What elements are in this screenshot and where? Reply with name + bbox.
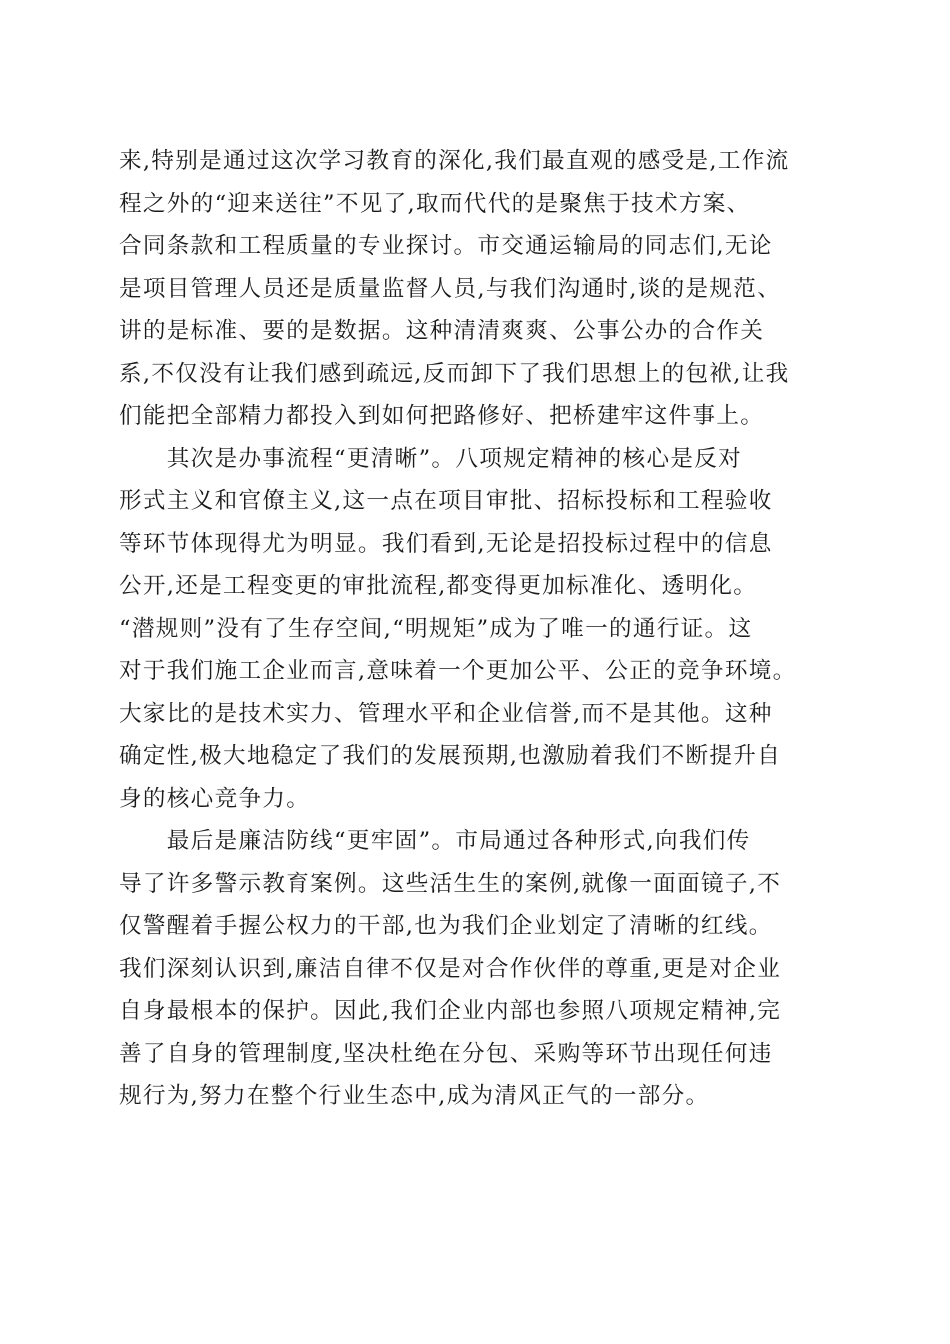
text-line: 身的核心竞争力。 bbox=[119, 785, 311, 812]
body-text bbox=[119, 140, 831, 1118]
text-line: 规行为,努力在整个行业生态中,成为清风正气的一部分。 bbox=[119, 1083, 710, 1109]
text-line: 是项目管理人员还是质量监督人员,与我们沟通时,谈的是规范、 bbox=[119, 275, 782, 302]
text-line: 我们深刻认识到,廉洁自律不仅是对合作伙伴的尊重,更是对企业 bbox=[119, 955, 782, 982]
text-line: 大家比的是技术实力、管理水平和企业信誉,而不是其他。这种 bbox=[119, 700, 773, 727]
text-line: 们能把全部精力都投入到如何把路修好、把桥建牢这件事上。 bbox=[119, 403, 765, 429]
text-line: 对于我们施工企业而言,意味着一个更加公平、公正的竞争环境。 bbox=[119, 658, 797, 684]
text-line: 形式主义和官僚主义,这一点在项目审批、招标投标和工程验收 bbox=[119, 488, 773, 514]
paragraph-start-line: 最后是廉洁防线“更牢固”。市局通过各种形式,向我们传 bbox=[119, 828, 751, 854]
text-line: 等环节体现得尤为明显。我们看到,无论是招投标过程中的信息 bbox=[119, 530, 773, 557]
text-line: 确定性,极大地稳定了我们的发展预期,也激励着我们不断提升自 bbox=[119, 743, 782, 769]
text-line: 讲的是标准、要的是数据。这种清清爽爽、公事公办的合作关 bbox=[119, 318, 765, 344]
text-line: 公开,还是工程变更的审批流程,都变得更加标准化、透明化。 bbox=[119, 573, 758, 599]
text-line: 程之外的“迎来送往”不见了,取而代代的是聚焦于技术方案、 bbox=[119, 190, 751, 217]
paragraph-start-line: 其次是办事流程“更清晰”。八项规定精神的核心是反对 bbox=[119, 445, 743, 472]
text-line: 善了自身的管理制度,坚决杜绝在分包、采购等环节出现任何违 bbox=[119, 1040, 773, 1067]
text-line: 合同条款和工程质量的专业探讨。市交通运输局的同志们,无论 bbox=[119, 233, 773, 259]
text-line: 来,特别是通过这次学习教育的深化,我们最直观的感受是,工作流 bbox=[119, 148, 790, 174]
text-line: “潜规则”没有了生存空间,“明规矩”成为了唯一的通行证。这 bbox=[119, 615, 753, 642]
text-line: 系,不仅没有让我们感到疏远,反而卸下了我们思想上的包袱,让我 bbox=[119, 360, 790, 387]
text-line: 自身最根本的保护。因此,我们企业内部也参照八项规定精神,完 bbox=[119, 998, 782, 1024]
text-line: 仅警醒着手握公权力的干部,也为我们企业划定了清晰的红线。 bbox=[119, 913, 773, 939]
text-line: 导了许多警示教育案例。这些活生生的案例,就像一面面镜子,不 bbox=[119, 870, 782, 897]
